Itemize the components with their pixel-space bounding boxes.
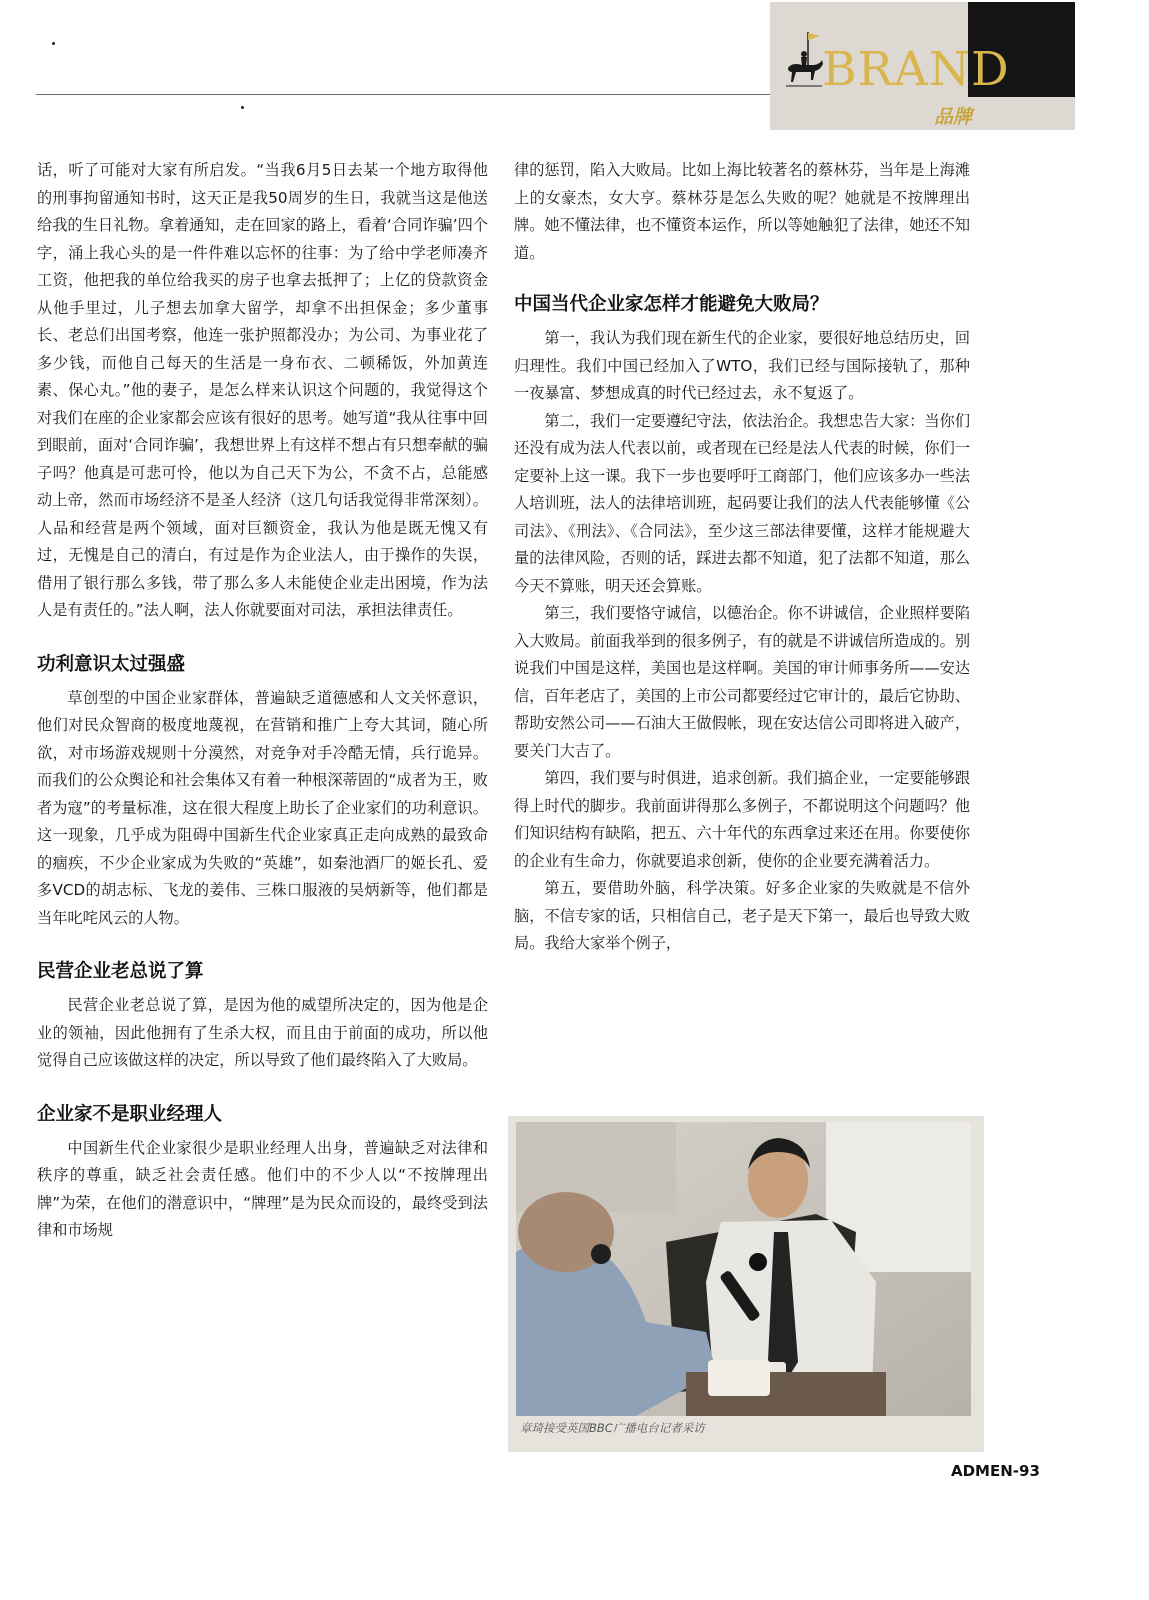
- body-paragraph: 第一，我认为我们现在新生代的企业家，要很好地总结历史，回归理性。我们中国已经加入了WTO，我们已经与国际接轨了，那种一夜暴富、梦想成真的时代已经过去，永不复返了。: [514, 329, 970, 402]
- intro-paragraph: 话，听了可能对大家有所启发。“当我6月5日去某一个地方取得他的刑事拘留通知书时，这天正是我50周岁的生日，我就当这是他送给我的生日礼物。拿着通知，走在回家的路上，看着‘合同诈骗’四个字，涌上我心头的是一件件难以忘怀的往事：为了给中学老师凑齐工资，他把我的单位给我买的房子也拿去抵押了；上亿的贷款资金从他手里过，儿子想去加拿大留学，却拿不出担保金；多少董事长、老总们出国考察，他连一张护照都没办；为公司、为事业花了多少钱，而他自己每天的生活是一身布衣、二顿稀饭，外加黄连素、保心丸。”他的妻子，是怎么样来认识这个问题的，我觉得这个对我们在座的企业家都会应该有很好的思考。她写道“我从往事中回到眼前，面对‘合同诈骗’，我想世界上有这样不想占有只想奉献的骗子吗？他真是可悲可怜，他以为自己天下为公，不贪不占，总能感动上帝，然而市场经济不是圣人经济（这几句话我觉得非常深刻）。人品和经营是两个领域，面对巨额资金，我认为他是既无愧又有过，无愧是自己的清白，有过是作为企业法人，由于操作的失误，借用了银行那么多钱，带了那么多人未能使企业走出困境，作为法人是有责任的。”法人啊，法人你就要面对司法，承担法律责任。: [37, 161, 488, 619]
- scan-speck: [241, 106, 244, 109]
- right-column: [514, 157, 970, 958]
- body-paragraph: 第二，我们一定要遵纪守法，依法治企。我想忠告大家：当你们还没有成为法人代表以前，或者现在已经是法人代表的时候，你们一定要补上这一课。我下一步也要呼吁工商部门，他们应该多办一些法人培训班，法人的法律培训班，起码要让我们的法人代表能够懂《公司法》、《刑法》、《合同法》，至少这三部法律要懂，这样才能规避大量的法律风险，否则的话，踩进去都不知道，犯了法都不知道，那么今天不算账，明天还会算账。: [514, 411, 970, 595]
- body-paragraph: 民营企业老总说了算，是因为他的威望所决定的，因为他是企业的领袖，因此他拥有了生杀大权，而且由于前面的成功，所以他觉得自己应该做这样的决定，所以导致了他们最终陷入了大败局。: [37, 996, 488, 1069]
- knight-logo-icon: [782, 30, 824, 92]
- brand-title: BRAND: [822, 42, 1010, 97]
- photo-caption: 章琦接受英国BBC广播电台记者采访: [520, 1421, 705, 1435]
- scan-speck: [52, 42, 55, 45]
- body-paragraph: 第五，要借助外脑，科学决策。好多企业家的失败就是不信外脑，不信专家的话，只相信自己，老子是天下第一，最后也导致大败局。我给大家举个例子，: [514, 879, 970, 952]
- brand-subtitle: 品牌: [934, 106, 973, 128]
- section-heading: 民营企业老总说了算: [37, 961, 204, 982]
- body-paragraph: 第四，我们要与时俱进，追求创新。我们搞企业，一定要能够跟得上时代的脚步。我前面讲得那么多例子，不都说明这个问题吗？他们知识结构有缺陷，把五、六十年代的东西拿过来还在用。你要使你的企业有生命力，你就要追求创新，使你的企业要充满着活力。: [514, 769, 970, 870]
- header-rule: [36, 94, 774, 95]
- continuation-paragraph: 律的惩罚，陷入大败局。比如上海比较著名的蔡林芬，当年是上海滩上的女豪杰，女大亨。蔡林芬是怎么失败的呢？她就是不按牌理出牌。她不懂法律，也不懂资本运作，所以等她触犯了法律，她还不知道。: [514, 161, 970, 262]
- left-column: [37, 157, 488, 1245]
- section-heading: 企业家不是职业经理人: [37, 1103, 223, 1125]
- body-paragraph: 草创型的中国企业家群体，普遍缺乏道德感和人文关怀意识，他们对民众智商的极度地蔑视，在营销和推广上夸大其词，随心所欲，对市场游戏规则十分漠然，对竞争对手冷酷无情，兵行诡异。而我们的公众舆论和社会集体又有着一种根深蒂固的“成者为王，败者为寇”的考量标准，这在很大程度上助长了企业家们的功利意识。这一现象，几乎成为阻碍中国新生代企业家真正走向成熟的最致命的痼疾，不少企业家成为失败的“英雄”，如秦池酒厂的姬长孔、爱多VCD的胡志标、飞龙的姜伟、三株口服液的吴炳新等，他们都是当年叱咤风云的人物。: [37, 688, 488, 927]
- page-number: ADMEN-93: [951, 1462, 1040, 1480]
- section-heading: 中国当代企业家怎样才能避免大败局？: [514, 294, 829, 315]
- body-paragraph: 中国新生代企业家很少是职业经理人出身，普遍缺乏对法律和秩序的尊重，缺乏社会责任感。他们中的不少人以“不按牌理出牌”为荣，在他们的潜意识中，“牌理”是为民众而设的，最终受到法律和市场规: [37, 1138, 488, 1239]
- section-heading: 功利意识太过强盛: [37, 653, 186, 675]
- body-paragraph: 第三，我们要恪守诚信，以德治企。你不讲诚信，企业照样要陷入大败局。前面我举到的很多例子，有的就是不讲诚信所造成的。别说我们中国是这样，美国也是这样啊。美国的审计师事务所——安达信，百年老店了，美国的上市公司都要经过它审计的，最后它协助、帮助安然公司——石油大王做假帐，现在安达信公司即将进入破产，要关门大吉了。: [514, 604, 970, 760]
- interview-photo: [516, 1122, 971, 1416]
